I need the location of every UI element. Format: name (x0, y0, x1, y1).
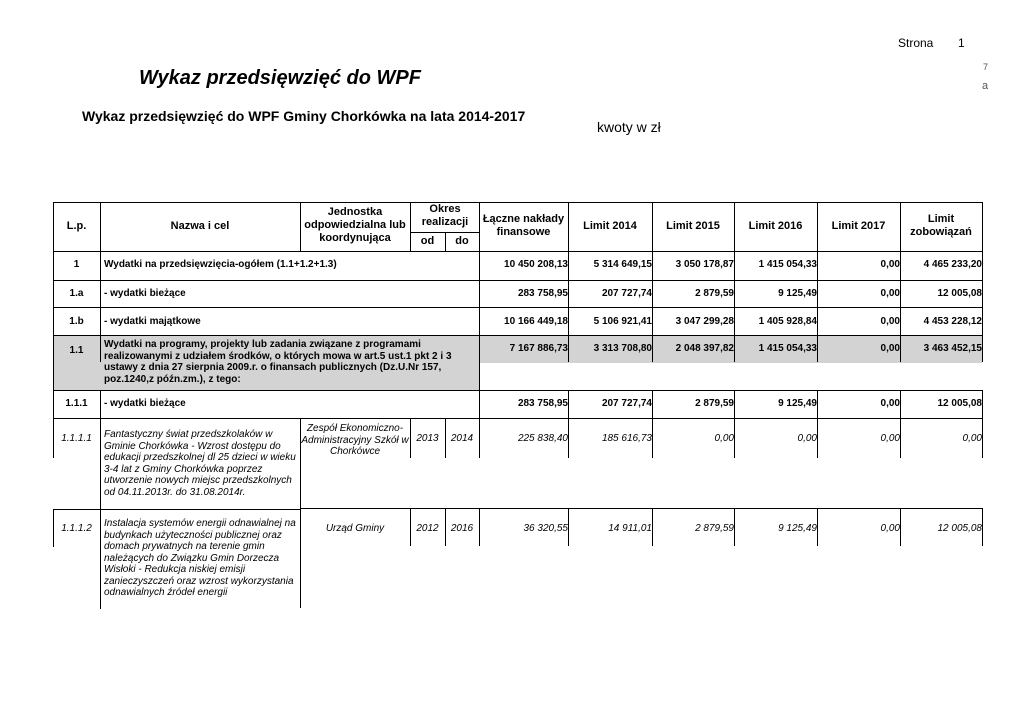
cell-do: 2016 (450, 523, 474, 534)
edge-text: a (982, 80, 989, 92)
cell-limit-zobowiazan: 12 005,08 (937, 523, 982, 534)
cell-limit-2014: 3 313 708,80 (593, 343, 652, 354)
cell-limit-2017: 0,00 (880, 343, 900, 354)
header-limit-2017: Limit 2017 (831, 220, 886, 232)
cell-limit-2015: 2 879,59 (695, 288, 734, 299)
cell-limit-2016: 1 415 054,33 (758, 343, 817, 354)
header-naklady: Łączne nakłady finansowe (482, 213, 565, 238)
cell-lp: 1.a (69, 288, 84, 299)
cell-limit-2017: 0,00 (880, 523, 900, 534)
cell-lp: 1.1 (69, 345, 84, 356)
cell-limit-2014: 5 106 921,41 (593, 316, 652, 327)
header-od: od (420, 235, 435, 247)
cell-limit-zobowiazan: 12 005,08 (937, 288, 982, 299)
cell-limit-2017: 0,00 (880, 398, 900, 409)
cell-limit-2015: 2 879,59 (695, 398, 734, 409)
cell-name: Wydatki na przedsięwzięcia-ogółem (1.1+1.2+1.3) (104, 259, 337, 270)
cell-limit-2016: 1 405 928,84 (758, 316, 817, 327)
cell-total: 225 838,40 (517, 433, 568, 444)
cell-name: - wydatki bieżące (104, 288, 186, 299)
cell-limit-2014: 14 911,01 (608, 523, 652, 534)
cell-lp: 1.1.1.2 (61, 523, 92, 534)
cell-limit-2014: 207 727,74 (601, 288, 652, 299)
cell-do: 2014 (450, 433, 474, 444)
header-do: do (455, 235, 469, 247)
cell-name: Wydatki na programy, projekty lub zadania związane z programami realizowanymi z udziałem środków, o których mowa w art.5 ust.1 pkt 2 i 3 ustawy z dnia 27 sierpnia 2009.r. o finansach publicznych (Dz.U.Nr 157, poz.1240,z późn.zm.), z tego: (104, 339, 452, 385)
page-number: 1 (958, 36, 965, 50)
cell-unit: Urząd Gminy (325, 523, 385, 534)
cell-name: - wydatki majątkowe (104, 316, 201, 327)
cell-total: 10 450 208,13 (504, 259, 568, 270)
document-subtitle: Wykaz przedsięwzięć do WPF Gminy Chorkówka na lata 2014-2017 (82, 108, 526, 124)
cell-lp: 1.b (69, 316, 84, 327)
header-limit-2016: Limit 2016 (748, 220, 803, 232)
cell-name: Fantastyczny świat przedszkolaków w Gminie Chorkówka - Wzrost dostępu do edukacji przedszkolnej dl 25 dzieci w wieku 3-4 lat z Gminy Chorkówka poprzez utworzenie nowych miejsc przedszkolnych od 04.11.2013r. do 31.08.2014r. (104, 429, 296, 498)
cell-limit-2015: 3 050 178,87 (675, 259, 734, 270)
cell-lp: 1.1.1.1 (61, 433, 92, 444)
cell-total: 10 166 449,18 (504, 316, 568, 327)
cell-limit-2015: 2 048 397,82 (675, 343, 734, 354)
cell-limit-zobowiazan: 4 465 233,20 (923, 259, 982, 270)
cell-limit-2015: 2 879,59 (695, 523, 734, 534)
header-limit-2015: Limit 2015 (666, 220, 720, 232)
cell-total: 7 167 886,73 (509, 343, 568, 354)
cell-total: 283 758,95 (517, 398, 568, 409)
edge-text: 7 (983, 62, 989, 72)
units-note: kwoty w zł (597, 119, 661, 135)
cell-limit-2017: 0,00 (880, 288, 900, 299)
cell-limit-2015: 0,00 (714, 433, 734, 444)
cell-limit-zobowiazan: 0,00 (962, 433, 982, 444)
cell-limit-2016: 0,00 (797, 433, 817, 444)
cell-limit-2014: 5 314 649,15 (593, 259, 652, 270)
cell-lp: 1 (73, 259, 80, 270)
page-label: Strona (898, 36, 934, 50)
cell-name: Instalacja systemów energii odnawialnej na budynkach użyteczności publicznej oraz domach prywatnych na terenie gmin należących do Związku Gmin Dorzecza Wisłoki - Redukcja niskiej emisji zanieczyszczeń oraz wzrost wykorzystania odnawialnych źródeł energii (104, 518, 296, 598)
cell-limit-2016: 1 415 054,33 (758, 259, 817, 270)
header-limit-zobowiazan: Limit zobowiązań (910, 213, 972, 238)
cell-od: 2012 (416, 523, 439, 534)
cell-limit-zobowiazan: 3 463 452,15 (923, 343, 982, 354)
cell-total: 283 758,95 (517, 288, 568, 299)
cell-limit-2014: 207 727,74 (601, 398, 652, 409)
header-jednostka: Jednostka odpowiedzialna lub koordynująca (304, 206, 406, 244)
cell-limit-2017: 0,00 (880, 433, 900, 444)
cell-limit-2017: 0,00 (880, 259, 900, 270)
cell-limit-2016: 9 125,49 (778, 523, 817, 534)
cell-od: 2013 (416, 433, 439, 444)
cell-limit-2016: 9 125,49 (778, 288, 817, 299)
document-title: Wykaz przedsięwzięć do WPF (139, 67, 421, 89)
cell-unit: Zespół Ekonomiczno-Administracyjny Szkół w Chorkówce (301, 423, 409, 457)
header-lp: L.p. (66, 220, 87, 232)
cell-limit-zobowiazan: 12 005,08 (937, 398, 982, 409)
cell-limit-2015: 3 047 299,28 (675, 316, 734, 327)
cell-limit-zobowiazan: 4 453 228,12 (923, 316, 982, 327)
cell-limit-2016: 9 125,49 (778, 398, 817, 409)
header-okres: Okres realizacji (421, 203, 469, 228)
header-limit-2014: Limit 2014 (583, 220, 637, 232)
cell-limit-2014: 185 616,73 (601, 433, 652, 444)
cell-lp: 1.1.1 (65, 398, 88, 409)
header-nazwa: Nazwa i cel (170, 220, 230, 232)
cell-limit-2017: 0,00 (880, 316, 900, 327)
cell-total: 36 320,55 (523, 523, 568, 534)
cell-name: - wydatki bieżące (104, 398, 186, 409)
